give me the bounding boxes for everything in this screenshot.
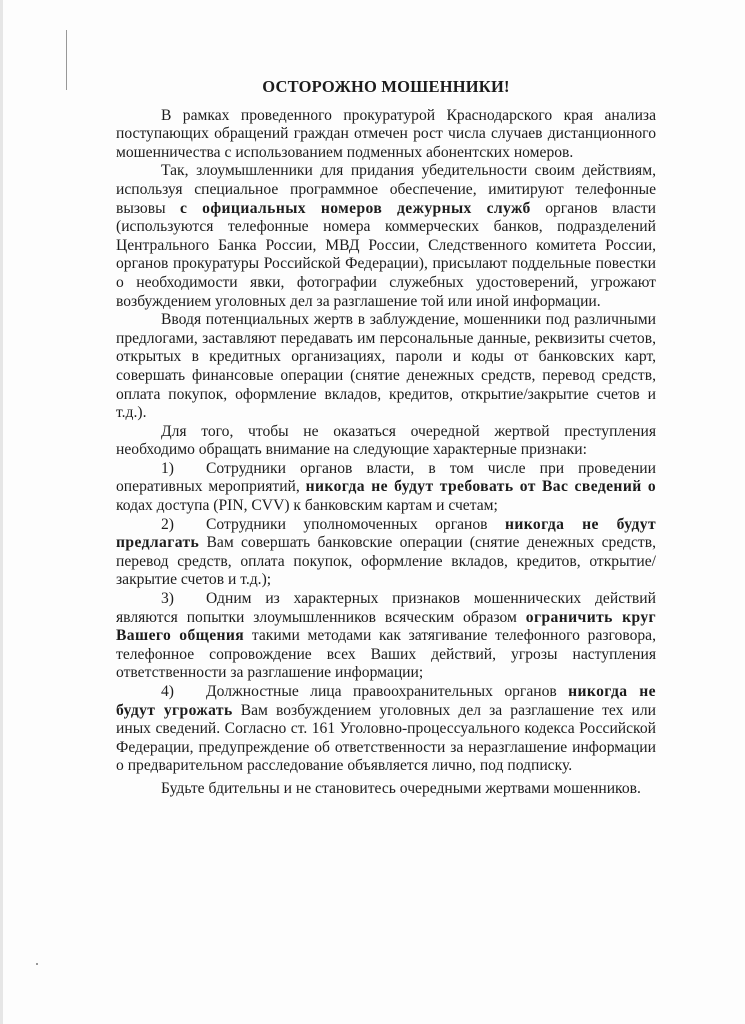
bold-text: никогда не будут угрожать <box>116 683 656 719</box>
list-item-2 <box>116 516 656 590</box>
paragraph-closing: Будьте бдительны и не становитесь очередными жертвами мошенников. <box>161 779 641 797</box>
paragraph-intro: В рамках проведенного прокуратурой Краснодарского края анализа поступающих обращений граждан отмечен рост числа случаев дистанционного мошенничества с использованием подменных абонентских номеров. <box>116 106 656 161</box>
item-number: 1) <box>161 459 174 477</box>
list-item-4 <box>116 683 656 776</box>
scan-edge-shadow <box>0 0 3 1024</box>
bold-text: никогда не будут предлагать <box>116 515 656 552</box>
scan-speck <box>36 963 38 965</box>
text: такими методами как затягивание телефонного разговора, телефонное сопровождение всех Ваших действий, угрозы наступления ответственности за разглашение информации; <box>116 627 656 682</box>
text: Вам совершать банковские операции (снятие денежных средств, перевод средств, оплата покупок, оформление вкладов, кредитов, открытие/закрытие счетов и т.д.); <box>116 534 656 589</box>
paragraph-signs-intro: Для того, чтобы не оказаться очередной жертвой преступления необходимо обращать внимание на следующие характерные признаки: <box>116 422 656 459</box>
paragraph-spoofing <box>116 162 656 311</box>
text: Вам возбуждением уголовных дел за разглашение тех или иных сведений. Согласно ст. 161 Уголовно-процессуального кодекса Российской Федерации, предупреждение об ответственности за неразглашение информации о предварительном расследование объявляется лично, под подписку. <box>116 701 656 775</box>
text: Так, злоумышленники для придания убедительности своим действиям, используя специальное программное обеспечение, имитируют телефонные вызовы <box>116 162 656 217</box>
text: Сотрудники органов власти, в том числе при проведении оперативных мероприятий, <box>116 459 656 496</box>
item-number: 3) <box>161 590 174 608</box>
scan-mark <box>66 30 67 90</box>
text: Сотрудники уполномоченных органов <box>206 515 505 533</box>
text: Одним из характерных признаков мошеннических действий являются попытки злоумышленников всяческим образом <box>116 590 656 626</box>
text: кодах доступа (PIN, CVV) к банковским картам и счетам; <box>116 497 498 515</box>
bold-text: с официальных номеров дежурных служб <box>180 199 531 217</box>
document-title: ОСТОРОЖНО МОШЕННИКИ! <box>262 77 510 96</box>
text: Должностные лица правоохранительных органов <box>206 683 569 700</box>
document-page <box>116 78 656 799</box>
list-item-3 <box>116 590 656 683</box>
list-item-1 <box>116 460 656 516</box>
text: органов власти (используются телефонные номера коммерческих банков, подразделений Центрального Банка России, МВД России, Следственного комитета России, органов прокуратуры Российской Федерации), присылают поддельные повестки о необходимости явки, фотографии служебных удостоверений, угрожают возбуждением уголовных дел за разглашение той или иной информации. <box>116 199 657 310</box>
bold-text: никогда не будут требовать от Вас сведений о <box>305 478 657 496</box>
item-number: 4) <box>161 683 174 700</box>
paragraph-deception: Вводя потенциальных жертв в заблуждение, мошенники под различными предлогами, заставляют передавать им персональные данные, реквизиты счетов, открытых в кредитных организациях, пароли и коды от банковских карт, совершать финансовые операции (снятие денежных средств, перевод средств, оплата покупок, оформление вкладов, кредитов, открытие/закрытие счетов и т.д.). <box>116 311 656 422</box>
item-number: 2) <box>161 515 174 533</box>
bold-text: ограничить круг Вашего общения <box>116 608 657 645</box>
